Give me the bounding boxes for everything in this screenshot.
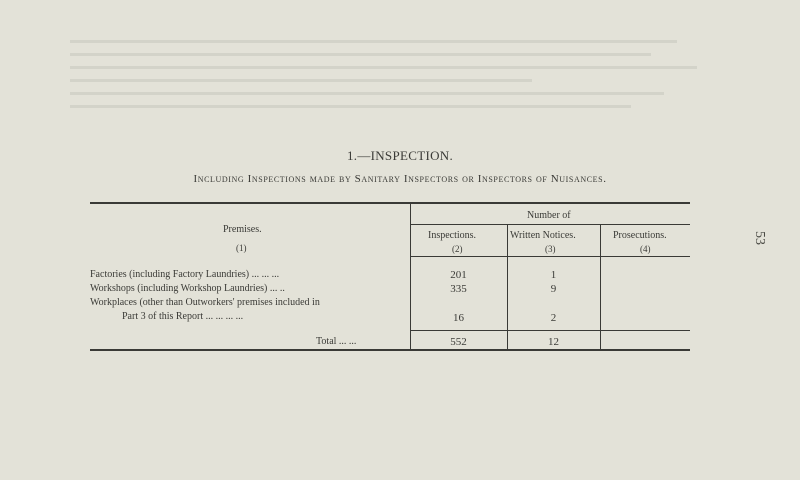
show-through-text <box>70 30 730 140</box>
row-label-workplaces-cont: Part 3 of this Report ... ... ... ... <box>122 311 244 322</box>
inspections-col-no: (2) <box>452 244 463 254</box>
total-inspections: 552 <box>450 336 467 348</box>
inspection-table <box>90 202 690 352</box>
row-inspections-factories: 201 <box>450 269 467 281</box>
prosecutions-header: Prosecutions. <box>613 230 667 241</box>
notices-header: Written Notices. <box>510 230 576 241</box>
inspections-header: Inspections. <box>428 230 477 241</box>
total-label: Total ... ... <box>316 336 357 347</box>
row-notices-workplaces: 2 <box>550 312 557 324</box>
row-inspections-workplaces: 16 <box>453 312 464 324</box>
row-label-factories: Factories (including Factory Laundries) ... ... ... <box>90 269 280 280</box>
premises-col-no: (1) <box>236 243 247 253</box>
notices-col-no: (3) <box>545 244 556 254</box>
column-divider <box>600 225 601 350</box>
row-notices-factories: 1 <box>550 269 557 281</box>
prosecutions-col-no: (4) <box>640 244 651 254</box>
header-bottom-rule <box>410 256 690 257</box>
table-top-rule <box>90 202 690 204</box>
section-subheading: Including Inspections made by Sanitary Inspectors or Inspectors of Nuisances. <box>193 173 607 185</box>
row-inspections-workshops: 335 <box>450 283 467 295</box>
total-notices: 12 <box>548 336 559 348</box>
number-of-rule <box>410 224 690 225</box>
total-top-rule <box>410 330 690 331</box>
row-label-workplaces: Workplaces (other than Outworkers' premises included in <box>90 297 320 308</box>
row-label-workshops: Workshops (including Workshop Laundries) ... .. <box>90 283 285 294</box>
number-of-header: Number of <box>527 210 571 221</box>
table-bottom-rule <box>90 349 690 351</box>
premises-header: Premises. <box>223 224 262 235</box>
section-heading: 1.—INSPECTION. <box>346 148 454 163</box>
page-number: 53 <box>752 231 767 245</box>
row-notices-workshops: 9 <box>550 283 557 295</box>
